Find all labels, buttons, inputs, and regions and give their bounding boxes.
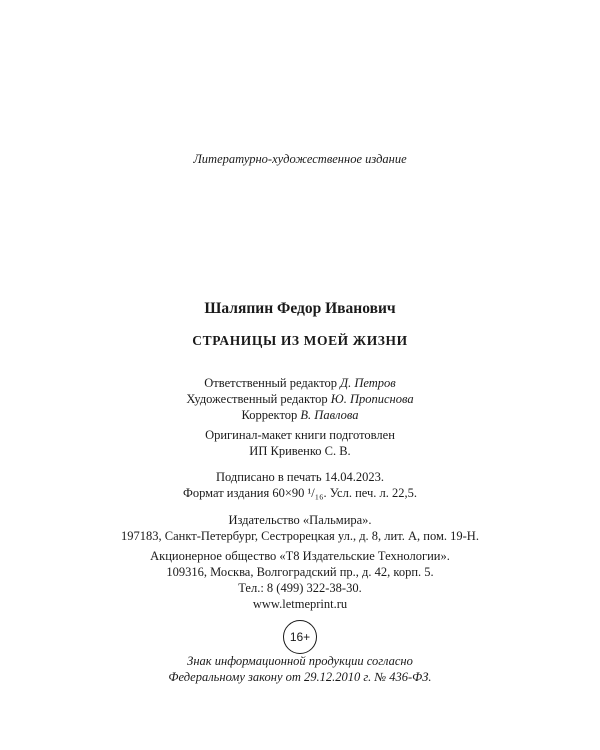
proofreader-name: В. Павлова (300, 408, 359, 422)
editor-name: Д. Петров (340, 376, 396, 390)
publisher-block (0, 512, 600, 544)
editor-line (0, 375, 600, 391)
printer-website: www.letmeprint.ru (252, 597, 348, 611)
proofreader-role: Корректор (241, 408, 298, 422)
art-editor-name: Ю. Прописнова (330, 392, 414, 406)
layout-credit-line1: Оригинал-макет книги подготовлен (205, 428, 395, 442)
printer-block (0, 548, 600, 612)
info-product-notice (0, 653, 600, 685)
proofreader-line (0, 407, 600, 423)
notice-line1: Знак информационной продукции согласно (187, 654, 413, 668)
printer-address: 109316, Москва, Волгоградский пр., д. 42, корп. 5. (166, 565, 434, 579)
printing-block (0, 469, 600, 501)
print-format: Формат издания 60×90 ¹/₁₆. Усл. печ. л. 22,5. (182, 486, 418, 500)
author-name: Шаляпин Федор Иванович (204, 300, 396, 317)
printer-name: Акционерное общество «Т8 Издательские Технологии». (150, 549, 450, 563)
age-rating-badge (0, 620, 600, 656)
book-title: СТРАНИЦЫ ИЗ МОЕЙ ЖИЗНИ (192, 333, 408, 348)
notice-line2: Федеральному закону от 29.12.2010 г. № 436-ФЗ. (168, 670, 432, 684)
publisher-address: 197183, Санкт-Петербург, Сестрорецкая ул., д. 8, лит. А, пом. 19-Н. (121, 529, 479, 543)
art-editor-line (0, 391, 600, 407)
age-rating-label: 16+ (283, 620, 317, 654)
art-editor-role: Художественный редактор (186, 392, 328, 406)
genre-label: Литературно-художественное издание (193, 152, 407, 166)
credits-block (0, 375, 600, 423)
layout-credit-block (0, 427, 600, 459)
layout-credit-line2: ИП Кривенко С. В. (249, 444, 351, 458)
printer-phone: Тел.: 8 (499) 322-38-30. (238, 581, 362, 595)
publisher-name: Издательство «Пальмира». (228, 513, 372, 527)
editor-role: Ответственный редактор (204, 376, 337, 390)
signed-to-print: Подписано в печать 14.04.2023. (215, 470, 385, 484)
